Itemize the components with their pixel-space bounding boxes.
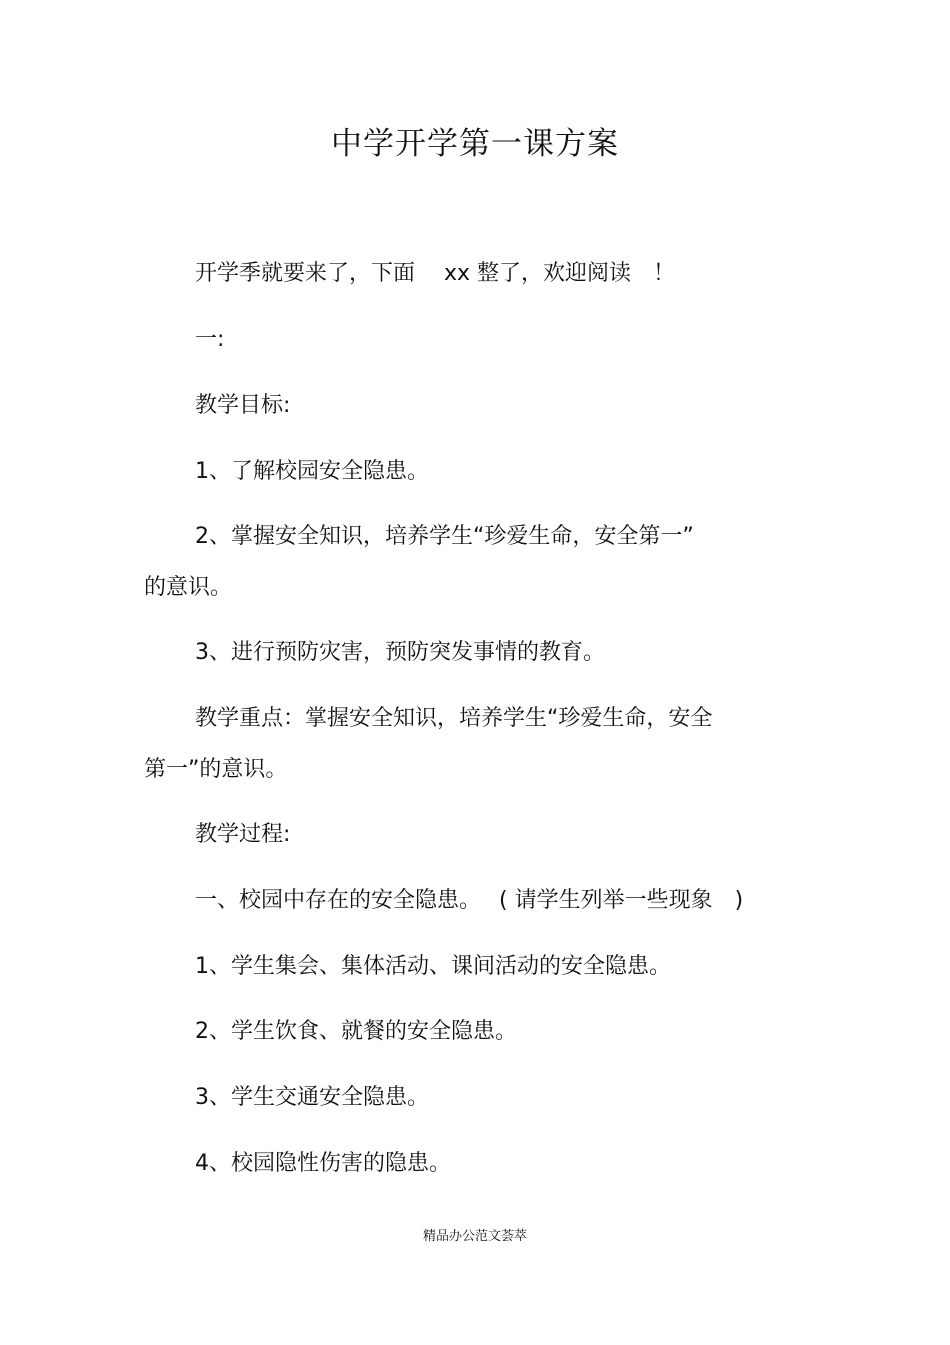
- intro-line: 开学季就要来了，下面 xx 整了，欢迎阅读 ！: [195, 261, 676, 286]
- hazard-item-4: 4、校园隐性伤害的隐患。: [195, 1151, 451, 1176]
- goal-item-2-continued: 的意识。: [144, 575, 233, 600]
- teaching-goals-heading: 教学目标:: [195, 393, 291, 418]
- teaching-focus-continued: 第一”的意识。: [144, 757, 288, 782]
- process-section-one: 一、校园中存在的安全隐患。 ( 请学生列举一些现象 ): [195, 888, 744, 913]
- section-one-heading: 一:: [195, 327, 225, 352]
- hazard-item-1: 1、学生集会、集体活动、课间活动的安全隐患。: [195, 954, 671, 979]
- goal-item-3: 3、进行预防灾害，预防突发事情的教育。: [195, 640, 605, 665]
- hazard-item-3: 3、学生交通安全隐患。: [195, 1085, 429, 1110]
- goal-item-1: 1、了解校园安全隐患。: [195, 459, 429, 484]
- goal-item-2: 2、掌握安全知识，培养学生“珍爱生命，安全第一”: [195, 524, 694, 549]
- teaching-focus-line: 教学重点：掌握安全知识，培养学生“珍爱生命，安全: [195, 706, 713, 731]
- page-footer: 精品办公范文荟萃: [422, 1229, 527, 1244]
- teaching-process-heading: 教学过程:: [195, 822, 291, 847]
- hazard-item-2: 2、学生饮食、就餐的安全隐患。: [195, 1019, 517, 1044]
- document-title: 中学开学第一课方案: [331, 126, 619, 162]
